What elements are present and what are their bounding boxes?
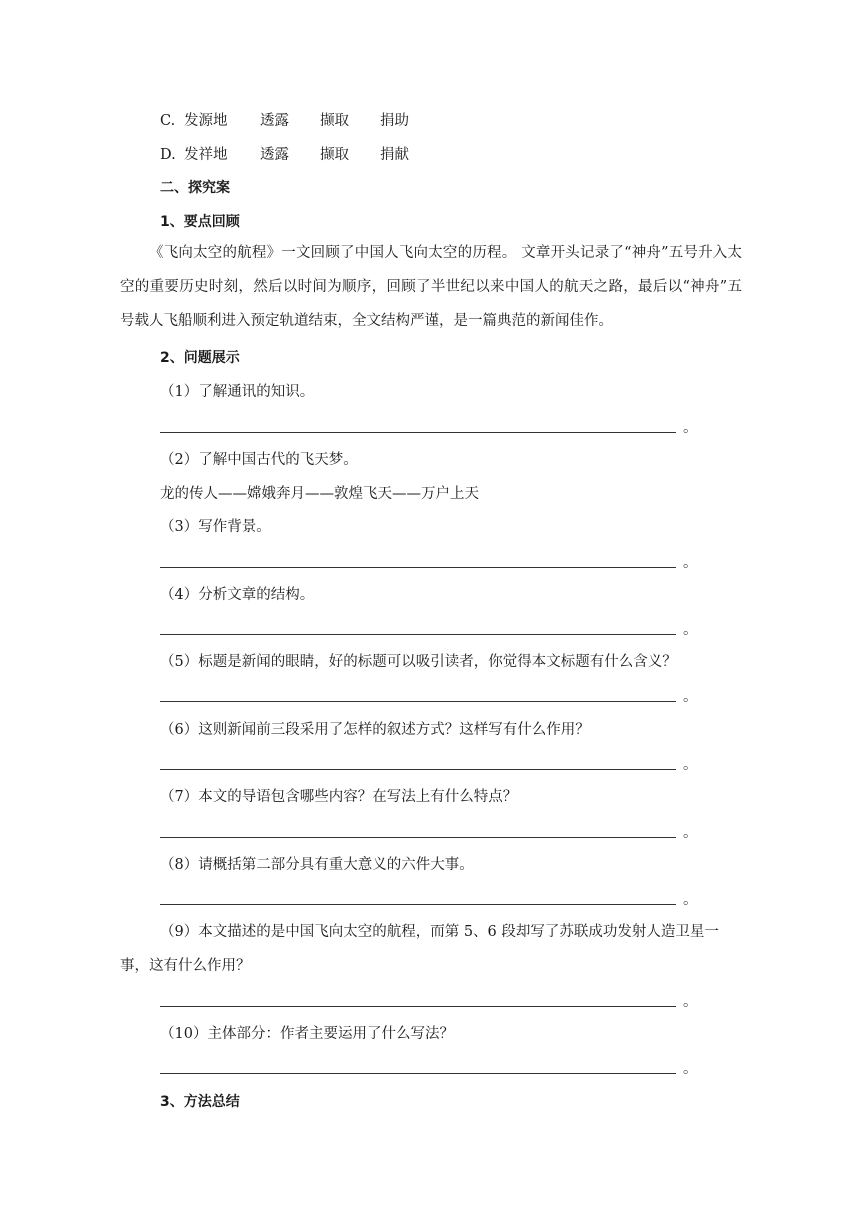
question-6: （6）这则新闻前三段采用了怎样的叙述方式？这样写有什么作用？ [160,722,590,738]
section-heading: 二、探究案 [160,180,230,196]
period: 。 [683,1061,698,1077]
answer-line[interactable] [160,701,676,702]
option-word: 捐助 [380,113,409,129]
question-7: （7）本文的导语包含哪些内容？在写法上有什么特点？ [160,789,518,805]
period: 。 [683,420,698,436]
period: 。 [683,555,698,571]
question-1: （1）了解通讯的知识。 [160,384,315,400]
option-word: 捐献 [380,147,409,163]
question-10: （10）主体部分：作者主要运用了什么写法？ [160,1026,454,1042]
option-c [160,111,409,131]
question-5: （5）标题是新闻的眼睛，好的标题可以吸引读者，你觉得本文标题有什么含义？ [160,654,677,670]
question-9-cont: 事，这有什么作用？ [120,958,251,974]
period: 。 [683,892,698,908]
option-word: 发祥地 [184,147,228,163]
option-word: 撷取 [320,147,349,163]
subsection-heading: 1、要点回顾 [160,214,240,230]
period: 。 [683,622,698,638]
period: 。 [683,757,698,773]
subsection-heading: 2、问题展示 [160,350,240,366]
option-letter: D. [160,147,176,163]
option-d [160,145,409,165]
option-letter: C. [160,113,176,129]
answer-line[interactable] [160,634,676,635]
answer-line[interactable] [160,837,676,838]
answer-line[interactable] [160,432,676,433]
answer-line[interactable] [160,1073,676,1074]
option-word: 透露 [260,147,289,163]
question-2: （2）了解中国古代的飞天梦。 [160,452,358,468]
question-8: （8）请概括第二部分具有重大意义的六件大事。 [160,857,474,873]
option-word: 发源地 [184,113,228,129]
option-word: 撷取 [320,113,349,129]
answer-line[interactable] [160,904,676,905]
question-4: （4）分析文章的结构。 [160,587,315,603]
question-3: （3）写作背景。 [160,519,271,535]
answer-line[interactable] [160,567,676,568]
answer-line[interactable] [160,1006,676,1007]
period: 。 [683,994,698,1010]
subsection-heading: 3、方法总结 [160,1094,240,1110]
answer-line[interactable] [160,769,676,770]
question-2-answer: 龙的传人——嫦娥奔月——敦煌飞天——万户上天 [160,486,479,502]
period: 。 [683,689,698,705]
summary-paragraph: 《飞向太空的航程》一文回顾了中国人飞向太空的历程。 文章开头记录了“神舟”五号升入太空的重要历史时刻，然后以时间为顺序，回顾了半世纪以来中国人的航天之路，最后以“神舟”五号载人飞船顺利进入预定轨道结束，全文结构严谨，是一篇典范的新闻佳作。 [120,245,742,329]
period: 。 [683,825,698,841]
option-word: 透露 [260,113,289,129]
question-9: （9）本文描述的是中国飞向太空的航程，而第 5、6 段却写了苏联成功发射人造卫星一 [160,924,719,940]
